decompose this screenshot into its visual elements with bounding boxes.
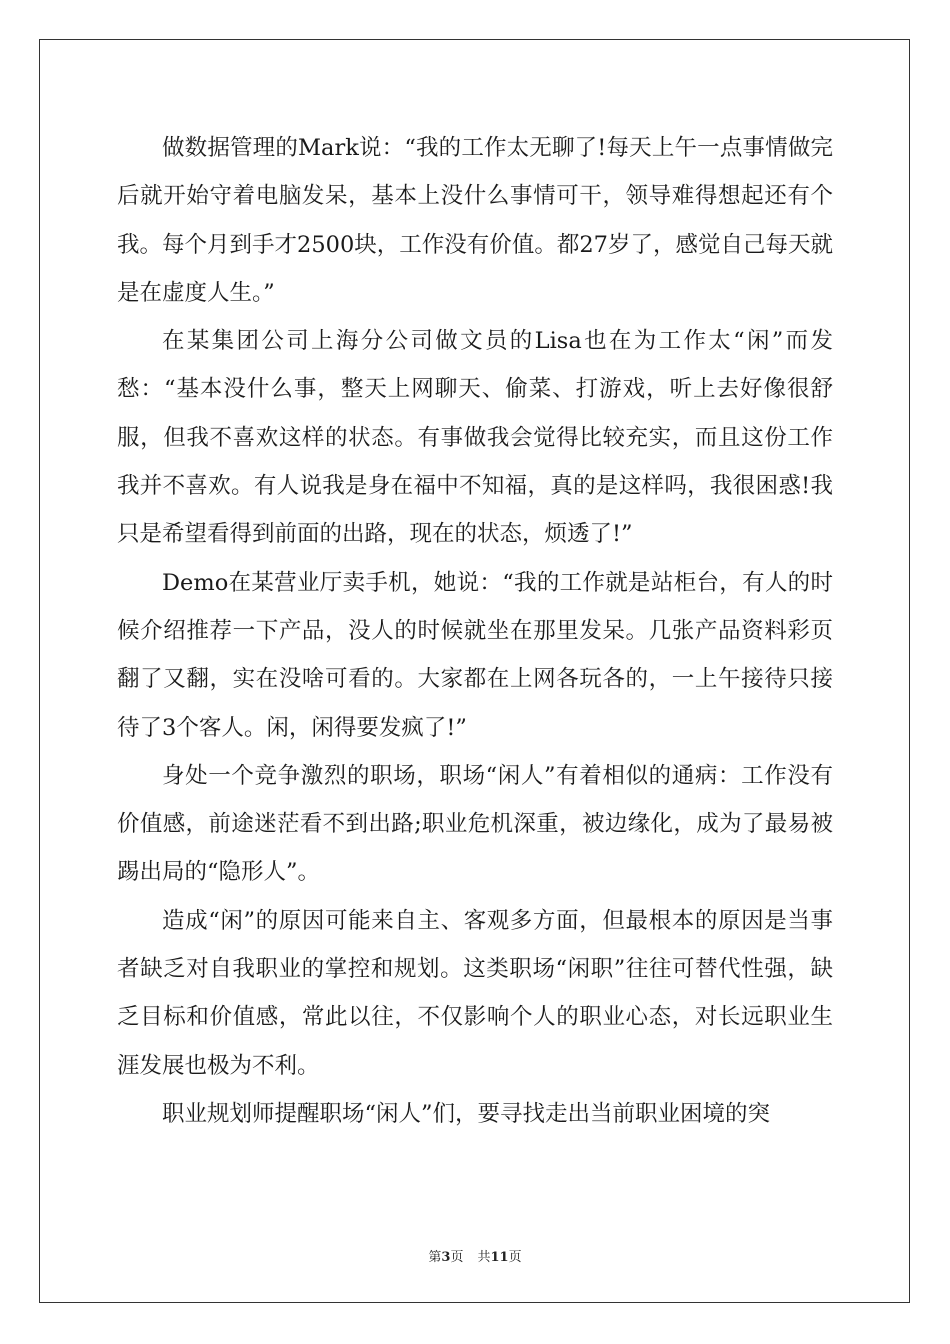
- page-footer: [0, 1246, 950, 1265]
- page-current: 3: [441, 1250, 451, 1265]
- total-suffix: 页: [508, 1250, 522, 1265]
- document-body: [117, 124, 833, 1138]
- paragraph-4: 身处一个竞争激烈的职场，职场“闲人”有着相似的通病：工作没有价值感，前途迷茫看不到出路;职业危机深重，被边缘化，成为了最易被踢出局的“隐形人”。: [117, 762, 833, 886]
- paragraph-2: 在某集团公司上海分公司做文员的Lisa也在为工作太“闲”而发愁：“基本没什么事，整天上网聊天、偷菜、打游戏，听上去好像很舒服，但我不喜欢这样的状态。有事做我会觉得比较充实，而且这份工作我并不喜欢。有人说我是身在福中不知福，真的是这样吗，我很困惑!我只是希望看得到前面的出路，现在的状态，烦透了!”: [117, 328, 833, 548]
- paragraph-5: 造成“闲”的原因可能来自主、客观多方面，但最根本的原因是当事者缺乏对自我职业的掌控和规划。这类职场“闲职”往往可替代性强，缺乏目标和价值感，常此以往，不仅影响个人的职业心态，对长远职业生涯发展也极为不利。: [117, 907, 833, 1079]
- paragraph-6: 职业规划师提醒职场“闲人”们，要寻找走出当前职业困境的突: [162, 1100, 771, 1127]
- page-total: 11: [490, 1250, 509, 1265]
- page-suffix: 页: [450, 1250, 464, 1265]
- page-prefix: 第: [428, 1250, 442, 1265]
- paragraph-1: 做数据管理的Mark说：“我的工作太无聊了!每天上午一点事情做完后就开始守着电脑发呆，基本上没什么事情可干，领导难得想起还有个我。每个月到手才2500块，工作没有价值。都27岁了，感觉自己每天就是在虚度人生。”: [117, 135, 833, 306]
- paragraph-3: Demo在某营业厅卖手机，她说：“我的工作就是站柜台，有人的时候介绍推荐一下产品，没人的时候就坐在那里发呆。几张产品资料彩页翻了又翻，实在没啥可看的。大家都在上网各玩各的，一上午接待只接待了3个客人。闲，闲得要发疯了!”: [117, 569, 833, 741]
- total-prefix: 共: [477, 1250, 491, 1265]
